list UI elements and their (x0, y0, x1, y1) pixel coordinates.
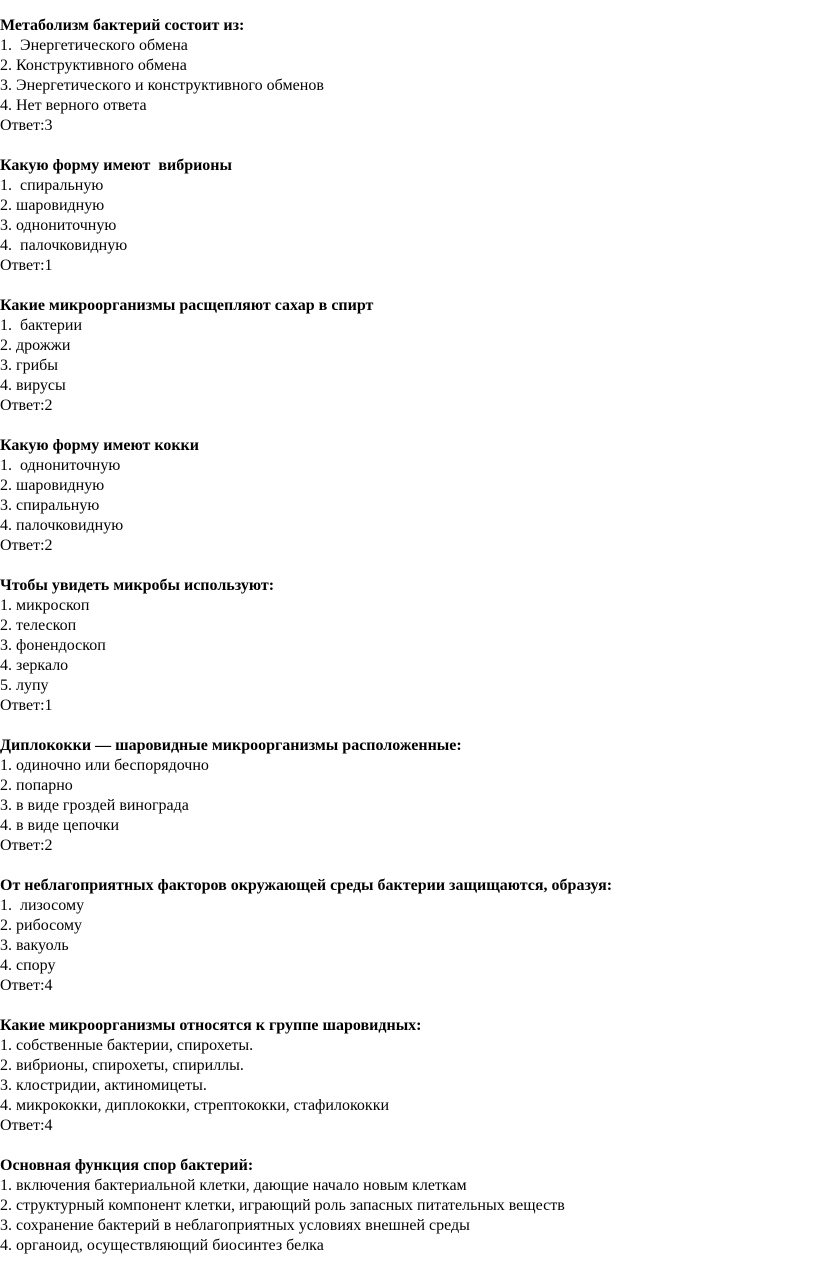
answer-option: 4. Нет верного ответа (0, 97, 147, 114)
answer-option: 1. бактерии (0, 317, 83, 334)
answer-option: 4. органоид, осуществляющий биосинтез белка (0, 1237, 324, 1254)
question-block (0, 1156, 816, 1256)
question-block (0, 16, 816, 136)
answer-option: 2. телескоп (0, 617, 77, 634)
answer-option: 2. Конструктивного обмена (0, 57, 187, 74)
answer-option: 3. грибы (0, 357, 59, 374)
answer-option: 5. лупу (0, 677, 49, 694)
answer-option: 2. рибосому (0, 917, 83, 934)
question-block (0, 296, 816, 416)
question-title: Какую форму имеют кокки (0, 437, 199, 454)
answer-option: 4. зеркало (0, 657, 69, 674)
answer-option: 1. Энергетического обмена (0, 37, 188, 54)
answer-option: 2. шаровидную (0, 197, 105, 214)
answer-option: 3. однониточную (0, 217, 117, 234)
correct-answer: Ответ:3 (0, 117, 53, 134)
answer-option: 2. попарно (0, 777, 73, 794)
question-title: Какие микроорганизмы относятся к группе шаровидных: (0, 1017, 422, 1034)
question-title: Какую форму имеют вибрионы (0, 157, 233, 174)
answer-option: 3. Энергетического и конструктивного обменов (0, 77, 324, 94)
answer-option: 4. в виде цепочки (0, 817, 120, 834)
correct-answer: Ответ:2 (0, 397, 53, 414)
answer-option: 3. в виде гроздей винограда (0, 797, 189, 814)
question-block (0, 576, 816, 716)
correct-answer: Ответ:2 (0, 537, 53, 554)
answer-option: 3. вакуоль (0, 937, 69, 954)
answer-option: 3. сохранение бактерий в неблагоприятных условиях внешней среды (0, 1217, 470, 1234)
answer-option: 3. фонендоскоп (0, 637, 106, 654)
answer-option: 1. собственные бактерии, спирохеты. (0, 1037, 254, 1054)
question-block (0, 436, 816, 556)
answer-option: 4. палочковидную (0, 237, 128, 254)
question-block (0, 156, 816, 276)
correct-answer: Ответ:1 (0, 257, 53, 274)
answer-option: 4. спору (0, 957, 56, 974)
question-title: Какие микроорганизмы расщепляют сахар в спирт (0, 297, 374, 314)
answer-option: 4. вирусы (0, 377, 66, 394)
answer-option: 2. структурный компонент клетки, играющий роль запасных питательных веществ (0, 1197, 565, 1214)
answer-option: 3. спиральную (0, 497, 100, 514)
answer-option: 1. лизосому (0, 897, 85, 914)
answer-option: 4. палочковидную (0, 517, 124, 534)
answer-option: 4. микрококки, диплококки, стрептококки, стафилококки (0, 1097, 390, 1114)
correct-answer: Ответ:4 (0, 1117, 53, 1134)
question-title: Метаболизм бактерий состоит из: (0, 17, 245, 34)
answer-option: 3. клостридии, актиномицеты. (0, 1077, 207, 1094)
question-title: Основная функция спор бактерий: (0, 1157, 254, 1174)
answer-option: 1. микроскоп (0, 597, 90, 614)
document-page (0, 16, 816, 1276)
correct-answer: Ответ:1 (0, 697, 53, 714)
answer-option: 2. дрожжи (0, 337, 71, 354)
answer-option: 1. включения бактериальной клетки, дающие начало новым клеткам (0, 1177, 467, 1194)
answer-option: 2. вибрионы, спирохеты, спириллы. (0, 1057, 244, 1074)
answer-option: 1. однониточную (0, 457, 121, 474)
question-block (0, 736, 816, 856)
answer-option: 1. одиночно или беспорядочно (0, 757, 209, 774)
question-title: Чтобы увидеть микробы используют: (0, 577, 275, 594)
correct-answer: Ответ:4 (0, 977, 53, 994)
correct-answer: Ответ:2 (0, 837, 53, 854)
question-title: От неблагоприятных факторов окружающей среды бактерии защищаются, образуя: (0, 877, 613, 894)
answer-option: 2. шаровидную (0, 477, 105, 494)
question-block (0, 1016, 816, 1136)
question-block (0, 876, 816, 996)
answer-option: 1. спиральную (0, 177, 104, 194)
question-title: Диплококки — шаровидные микроорганизмы расположенные: (0, 737, 462, 754)
